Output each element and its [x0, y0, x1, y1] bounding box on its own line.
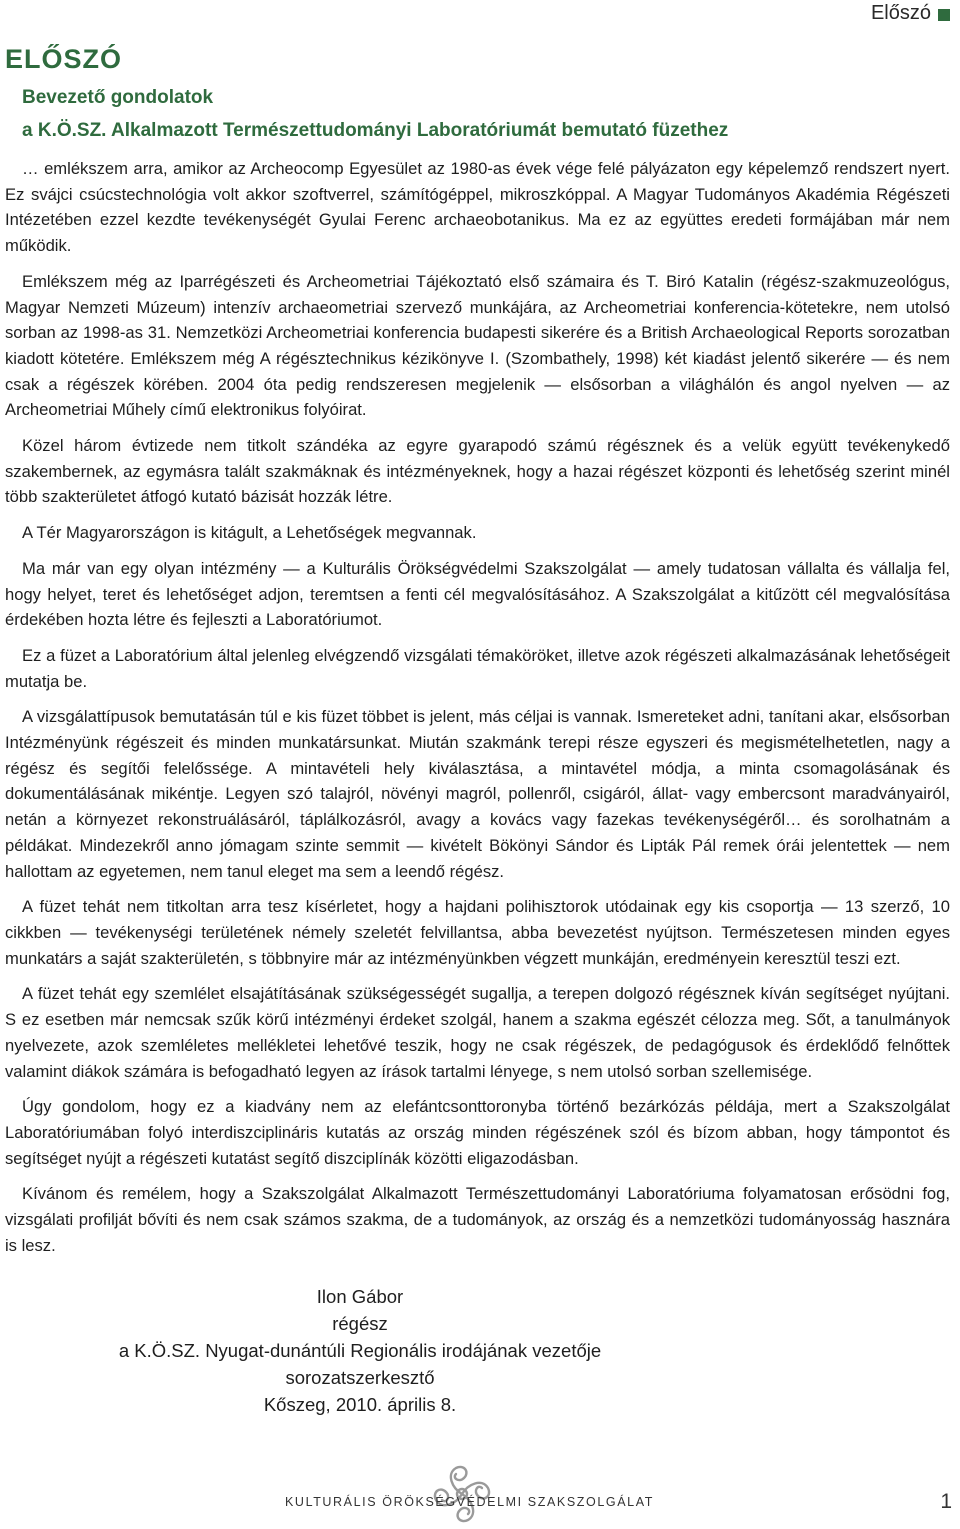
- running-header-label: Előszó: [870, 2, 931, 24]
- paragraph-8: A füzet tehát nem titkoltan arra tesz kísérletet, hogy a hajdani polihisztorok utódainak egy kis csoportja — 13 szerző, 10 cikkben — tevékenységi területének némely szeletét felvillantsa, abba bevezetést nyújtson. Természetesen minden egyes munkatárs a saját szakterületén, s többnyire már az intézményünkben végzett munkáján, eredményein keresztül teszi ezt.: [5, 897, 950, 968]
- subtitle-line-2: a K.Ö.SZ. Alkalmazott Természettudományi Laboratóriumát bemutató füzethez: [22, 120, 729, 141]
- paragraph-6: Ez a füzet a Laboratórium által jelenleg elvégzendő vizsgálati témaköröket, illetve azok régészeti alkalmazásának lehetőségeit mutatja be.: [5, 645, 950, 691]
- signature-position: a K.Ö.SZ. Nyugat-dunántúli Regionális irodájának vezetője: [118, 1340, 602, 1361]
- paragraph-7: A vizsgálattípusok bemutatásán túl e kis füzet többet is jelent, más céljai is vannak. Ismereteket adni, tanítani akar, elsősorban Intézményünk régészeit és minden munkatársunkat. Miután szakmánk terepi része egyszeri és megismételhetetlen, nagy a régész és segítői felelőssége. A mintavételi hely kiválasztása, a mintavétel módja, a minta csomagolásának és dokumentálásának mikéntje. Legyen szó talajról, növényi magról, pollenről, csigáról, állat- vagy embercsont maradványairól, netán a környezet rekonstruálásáról, táplálkozásról, avagy a kovács vagy fazekas tevékenységéről… és sorolhatnám a példákat. Mindezekről anno jómagam szinte semmit — kivételt Bökönyi Sándor és Lipták Pál remek órái jelentettek — nem hallottam az egyetemen, nem tanul eleget ma sem a leendő régész.: [5, 707, 950, 881]
- paragraph-4: A Tér Magyarországon is kitágult, a Lehetőségek megvannak.: [22, 523, 477, 543]
- signature-editor-role: sorozatszerkesztő: [285, 1367, 435, 1388]
- running-header: [871, 2, 950, 25]
- paragraph-2: Emlékszem még az Iparrégészeti és Archeometriai Tájékoztató első számaira és T. Biró Katalin (régész-szakmuzeológus, Magyar Nemzeti Múzeum) intenzív archaeometriai szervező munkájára, az Archeometriai konferencia-kötetekre, nem utolsó sorban az 1998-as 31. Nemzetközi Archeometriai konferencia budapesti sikerére és a British Archaeological Reports sorozatban kiadott kötetére. Emlékszem még A régésztechnikus kézikönyve I. (Szombathely, 1998) két kiadást jelentő sikerére — és nem csak a régészek körében. 2004 óta pedig rendszeresen megjelenik — elsősorban a világhálón és angol nyelven — az Archeometriai Műhely című elektronikus folyóirat.: [5, 271, 950, 420]
- page-title: ELŐSZÓ: [5, 44, 123, 74]
- celtic-knot-logo-icon: [428, 1460, 496, 1528]
- body-text: [5, 156, 950, 1268]
- subtitle-line-1: Bevezető gondolatok: [22, 87, 214, 108]
- paragraph-11: Kívánom és remélem, hogy a Szakszolgálat Alkalmazott Természettudományi Laboratóriuma folyamatosan erősödni fog, vizsgálati profilját bővíti és nem csak számos szakma, de a tudományok, az ország és a nemzetközi tudományosság hasznára is lesz.: [5, 1184, 950, 1255]
- signature-name: Ilon Gábor: [316, 1286, 404, 1307]
- paragraph-3: Közel három évtizede nem titkolt szándéka az egyre gyarapodó számú régésznek és a velük együtt tevékenykedő szakembernek, az egymásra talált szakmáknak és intézményeknek, hogy a hazai régészet központi és lehetőség szerint minél több szakterületet átfogó kutató bázisát hozzák létre.: [5, 436, 950, 507]
- signature-role: régész: [332, 1313, 388, 1334]
- paragraph-10: Úgy gondolom, hogy ez a kiadvány nem az elefántcsonttoronyba történő bezárkózás példája, mert a Szakszolgálat Laboratóriumában folyó interdiszciplináris kutatás az ország minden régészének szól és bízom abban, hogy támpontot és segítséget nyújt a régészeti kutatást segítő diszciplínák közötti eligazodásban.: [5, 1097, 950, 1168]
- paragraph-9: A füzet tehát egy szemlélet elsajátításának szükségességét sugallja, a terepen dolgozó régésznek kíván segítséget nyújtani. S ez esetben már nemcsak szűk körű intézményi érdeket szolgál, hanem a szakma egészét célozza meg. Sőt, a tanulmányok nyelvezete, azok szemléletes mellékletei lehetővé teszik, hogy ne csak régészek, de pedagógusok és érdeklődő felnőttek valamint diákok számára is befogadható legyen az írások tartalmi lényege, s nem utolsó sorban szellemisége.: [5, 984, 950, 1081]
- signature-place-date: Kőszeg, 2010. április 8.: [263, 1394, 457, 1415]
- paragraph-5: Ma már van egy olyan intézmény — a Kulturális Örökségvédelmi Szakszolgálat — amely tudatosan vállalta és vállalja fel, hogy helyet, teret és lehetőséget adjon, teremtsen a fenti cél megvalósításához. A Szakszolgálat a kitűzött cél megvalósítása érdekében hozta létre és fejleszti a Laboratóriumot.: [5, 558, 950, 630]
- page-number: 1: [940, 1490, 952, 1513]
- signature-block: [0, 1283, 720, 1418]
- green-square-icon: [938, 9, 950, 21]
- footer-organization: KULTURÁLIS ÖRÖKSÉGVÉDELMI SZAKSZOLGÁLAT: [285, 1495, 654, 1509]
- paragraph-1: … emlékszem arra, amikor az Archeocomp Egyesület az 1980-as évek vége felé pályázaton egy képelemző rendszert nyert. Ez svájci csúcstechnológia volt akkor szoftverrel, számítógéppel, mikroszkóppal. A Magyar Tudományos Akadémia Régészeti Intézetében ezzel kezdte tevékenységét Gyulai Ferenc archaeobotanikus. Ma ez az együttes eredeti formájában már nem működik.: [5, 159, 950, 256]
